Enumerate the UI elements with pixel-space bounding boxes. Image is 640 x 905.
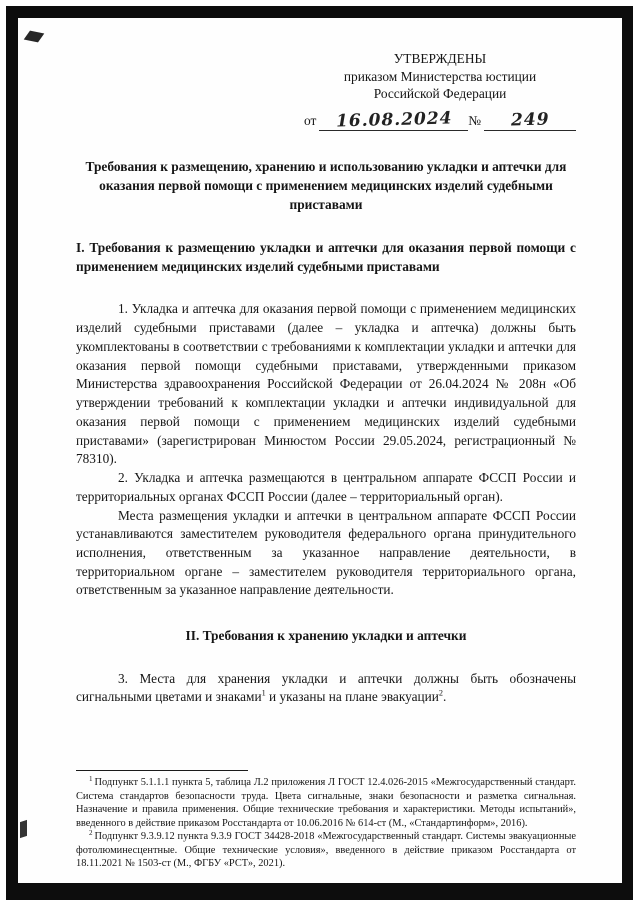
- date-from-label: от: [304, 112, 317, 128]
- footnote-ref-1: 1: [261, 688, 266, 698]
- footnote-1: [76, 776, 576, 830]
- section-2-heading: II. Требования к хранению укладки и аптечки: [185, 628, 467, 644]
- approval-line-approved: УТВЕРЖДЕНЫ: [393, 51, 487, 66]
- approval-line-rf: Российской Федерации: [373, 86, 507, 102]
- paragraph-3: [76, 670, 576, 707]
- paragraph-3-text-2: и указаны на плане эвакуации: [265, 689, 439, 705]
- footnote-1-text: Подпункт 5.1.1.1 пункта 5, таблица Л.2 приложения Л ГОСТ 12.4.026-2015 «Межгосударственный стандарт. Система стандартов безопасности труда. Цвета сигнальные, знаки безопасности и разметка сигнальная. Назначение и правила применения. Общие технические требования и характеристики. Методы испытаний», введенного в действие приказом Росстандарта от 10.06.2016 № 614-ст (М., «Стандартинформ», 2016).: [76, 777, 576, 829]
- footnote-2-text: Подпункт 9.3.9.12 пункта 9.3.9 ГОСТ 34428-2018 «Межгосударственный стандарт. Системы эвакуационные фотолюминесцентные. Общие технические условия», введенного в действие приказом Росстандарта от 18.11.2021 № 1503-ст (М., ФГБУ «РСТ», 2021).: [76, 831, 576, 870]
- paragraph-2b: Места размещения укладки и аптечки в центральном аппарате ФССП России устанавливаются заместителем руководителя федерального органа принудительного исполнения, ответственным за указанное направление деятельности, в территориальном органе – заместителем руководителя территориального органа, ответственным за указанное направление деятельности.: [76, 507, 576, 598]
- handwritten-date: 16.08.2024: [335, 108, 453, 132]
- footnote-2-marker: 2: [89, 828, 93, 837]
- section-2-body: [76, 670, 576, 707]
- footnote-ref-2: 2: [438, 688, 443, 698]
- document-page: [18, 18, 622, 883]
- number-underline: [484, 107, 576, 130]
- footnote-separator: [76, 770, 248, 771]
- scan-artifact-bottom-left: [20, 820, 27, 838]
- footnotes-block: [76, 764, 576, 871]
- scan-frame: [6, 6, 633, 900]
- scan-artifact-top-left: [24, 31, 45, 43]
- date-underline: [319, 107, 468, 130]
- approval-line-order: приказом Министерства юстиции: [343, 68, 537, 84]
- paragraph-1: 1. Укладка и аптечка для оказания первой помощи с применением медицинских изделий судебными приставами (далее – укладка и аптечка) должны быть укомплектованы в соответствии с требованиями к комплектации укладки и аптечки для оказания первой помощи судебными приставами, утвержденными приказом Министерства здравоохранения Российской Федерации от 26.04.2024 № 208н «Об утверждении требований к комплектации укладки и аптечки индивидуальной для оказания первой помощи с применением медицинских изделий судебными приставами» (зарегистрирован Минюстом России 29.05.2024, регистрационный № 78310).: [76, 301, 576, 467]
- section-1-heading: I. Требования к размещению укладки и аптечки для оказания первой помощи с применением медицинских изделий судебными приставами: [76, 239, 576, 275]
- footnote-2: [76, 830, 576, 871]
- handwritten-number: 249: [510, 109, 550, 131]
- number-sign-label: №: [468, 112, 481, 128]
- approval-block: [304, 50, 576, 131]
- paragraph-2: 2. Укладка и аптечка размещаются в центральном аппарате ФССП России и территориальных органах ФССП России (далее – территориальный орган).: [76, 470, 576, 504]
- approval-date-row: [304, 107, 576, 130]
- footnote-1-marker: 1: [89, 774, 93, 783]
- paragraph-3-text-1: 3. Места для хранения укладки и аптечки должны быть обозначены сигнальными цветами и знаками: [76, 670, 576, 705]
- paragraph-3-text-3: .: [442, 689, 447, 705]
- document-title: Требования к размещению, хранению и использованию укладки и аптечки для оказания первой помощи с применением медицинских изделий судебными приставами: [85, 158, 567, 212]
- section-1-body: [76, 300, 576, 600]
